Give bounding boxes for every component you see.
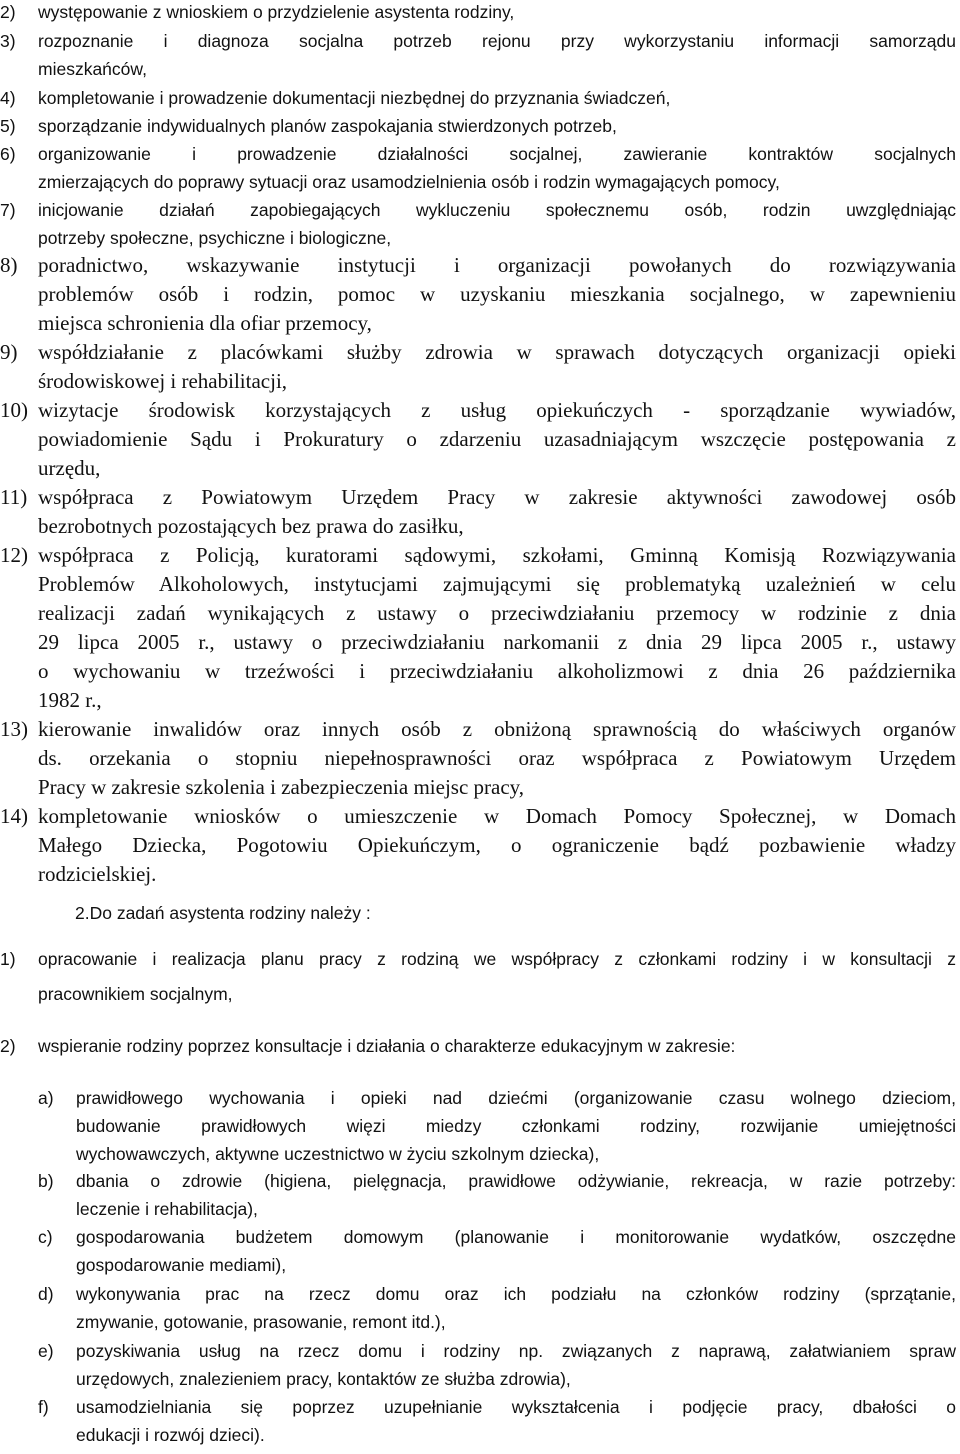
item-line: występowanie z wnioskiem o przydzielenie asystenta rodziny, bbox=[38, 2, 515, 22]
item-line: pracownikiem socjalnym, bbox=[38, 984, 233, 1004]
item-letter: e) bbox=[38, 1341, 54, 1361]
item-line: wykonywania prac na rzecz domu oraz ich podziału na członków rodziny (sprzątanie, bbox=[76, 1284, 956, 1304]
item-line: wizytacje środowisk korzystających z usług opiekuńczych - sporządzanie wywiadów, bbox=[38, 398, 956, 422]
item-number: 13) bbox=[0, 717, 28, 741]
item-number: 2) bbox=[0, 1036, 16, 1056]
item-line: realizacji zadań wynikających z ustawy o przeciwdziałaniu przemocy w rodzinie z dnia bbox=[38, 601, 956, 625]
item-number: 6) bbox=[0, 144, 16, 164]
item-line: sporządzanie indywidualnych planów zaspokajania stwierdzonych potrzeb, bbox=[38, 116, 617, 136]
item-line: 1982 r., bbox=[38, 688, 102, 712]
item-line: rozpoznanie i diagnoza socjalna potrzeb rejonu przy wykorzystaniu informacji samorządu bbox=[38, 31, 956, 51]
item-line: kompletowanie wniosków o umieszczenie w Domach Pomocy Społecznej, w Domach bbox=[38, 804, 956, 828]
item-line: Problemów Alkoholowych, instytucjami zajmującymi się problematyką uzależnień w celu bbox=[38, 572, 956, 596]
item-line: 29 lipca 2005 r., ustawy o przeciwdziałaniu narkomanii z dnia 29 lipca 2005 r., ustawy bbox=[38, 630, 956, 654]
item-line: pozyskiwania usług na rzecz domu i rodziny np. związanych z naprawą, załatwianiem spraw bbox=[76, 1341, 956, 1361]
item-line: ds. orzekania o stopniu niepełnosprawności oraz współpraca z Powiatowym Urzędem bbox=[38, 746, 956, 770]
item-letter: b) bbox=[38, 1171, 54, 1191]
item-line: zmywanie, gotowanie, prasowanie, remont itd.), bbox=[76, 1312, 446, 1332]
item-line: gospodarowania budżetem domowym (planowanie i monitorowanie wydatków, oszczędne bbox=[76, 1227, 956, 1247]
item-letter: f) bbox=[38, 1397, 49, 1417]
item-line: inicjowanie działań zapobiegających wykluczeniu społecznemu osób, rodzin uwzględniając bbox=[38, 200, 956, 220]
item-line: problemów osób i rodzin, pomoc w uzyskaniu mieszkania socjalnego, w zapewnieniu bbox=[38, 282, 956, 306]
item-number: 3) bbox=[0, 31, 16, 51]
item-line: wychowawczych, aktywne uczestnictwo w życiu szkolnym dziecka), bbox=[76, 1144, 600, 1164]
item-letter: d) bbox=[38, 1284, 54, 1304]
item-line: współpraca z Policją, kuratorami sądowymi, szkołami, Gminną Komisją Rozwiązywania bbox=[38, 543, 956, 567]
item-line: poradnictwo, wskazywanie instytucji i organizacji powołanych do rozwiązywania bbox=[38, 253, 956, 277]
item-line: dbania o zdrowie (higiena, pielęgnacja, prawidłowe odżywianie, rekreacja, w razie potrzeby: bbox=[76, 1171, 956, 1191]
item-line: powiadomienie Sądu i Prokuratury o zdarzeniu uzasadniającym wszczęcie postępowania z bbox=[38, 427, 956, 451]
item-number: 10) bbox=[0, 398, 28, 422]
item-line: miejsca schronienia dla ofiar przemocy, bbox=[38, 311, 372, 335]
item-line: zmierzających do poprawy sytuacji oraz usamodzielnienia osób i rodzin wymagających pomocy, bbox=[38, 172, 780, 192]
item-line: wspieranie rodziny poprzez konsultacje i działania o charakterze edukacyjnym w zakresie: bbox=[38, 1036, 736, 1056]
item-line: współpraca z Powiatowym Urzędem Pracy w zakresie aktywności zawodowej osób bbox=[38, 485, 956, 509]
item-line: opracowanie i realizacja planu pracy z rodziną we współpracy z członkami rodziny i w konsultacji z bbox=[38, 949, 956, 969]
item-line: o wychowaniu w trzeźwości i przeciwdziałaniu alkoholizmowi z dnia 26 października bbox=[38, 659, 956, 683]
item-line: środowiskowej i rehabilitacji, bbox=[38, 369, 288, 393]
item-line: Małego Dziecka, Pogotowiu Opiekuńczym, o ograniczenie bądź pozbawienie władzy bbox=[38, 833, 956, 857]
item-number: 12) bbox=[0, 543, 28, 567]
item-number: 7) bbox=[0, 200, 16, 220]
item-line: Pracy w zakresie szkolenia i zabezpieczenia miejsc pracy, bbox=[38, 775, 525, 799]
item-number: 4) bbox=[0, 88, 16, 108]
item-line: leczenie i rehabilitacja), bbox=[76, 1199, 258, 1219]
item-number: 9) bbox=[0, 340, 18, 364]
item-line: kierowanie inwalidów oraz innych osób z obniżoną sprawnością do właściwych organów bbox=[38, 717, 956, 741]
item-line: gospodarowanie mediami), bbox=[76, 1255, 287, 1275]
item-line: kompletowanie i prowadzenie dokumentacji niezbędnej do przyznania świadczeń, bbox=[38, 88, 671, 108]
item-line: urzędu, bbox=[38, 456, 101, 480]
item-number: 11) bbox=[0, 485, 28, 509]
item-line: budowanie prawidłowych więzi miedzy członkami rodziny, rozwijanie umiejętności bbox=[76, 1116, 956, 1136]
item-line: prawidłowego wychowania i opieki nad dziećmi (organizowanie czasu wolnego dzieciom, bbox=[76, 1088, 956, 1108]
item-number: 8) bbox=[0, 253, 18, 277]
item-number: 1) bbox=[0, 949, 16, 969]
item-line: współdziałanie z placówkami służby zdrowia w sprawach dotyczących organizacji opieki bbox=[38, 340, 956, 364]
item-line: potrzeby społeczne, psychiczne i biologiczne, bbox=[38, 228, 392, 248]
item-line: urzędowych, znalezieniem pracy, kontaktów ze służba zdrowia), bbox=[76, 1369, 571, 1389]
item-letter: a) bbox=[38, 1088, 54, 1108]
item-line: organizowanie i prowadzenie działalności socjalnej, zawieranie kontraktów socjalnych bbox=[38, 144, 956, 164]
section-heading: 2.Do zadań asystenta rodziny należy : bbox=[75, 903, 371, 923]
item-number: 2) bbox=[0, 2, 16, 22]
item-line: rodzicielskiej. bbox=[38, 862, 157, 886]
item-letter: c) bbox=[38, 1227, 53, 1247]
item-number: 5) bbox=[0, 116, 16, 136]
item-number: 14) bbox=[0, 804, 28, 828]
item-line: edukacji i rozwój dzieci). bbox=[76, 1425, 265, 1445]
item-line: mieszkańców, bbox=[38, 59, 147, 79]
item-line: usamodzielniania się poprzez uzupełnianie wykształcenia i podjęcie pracy, dbałości o bbox=[76, 1397, 956, 1417]
item-line: bezrobotnych pozostających bez prawa do zasiłku, bbox=[38, 514, 464, 538]
